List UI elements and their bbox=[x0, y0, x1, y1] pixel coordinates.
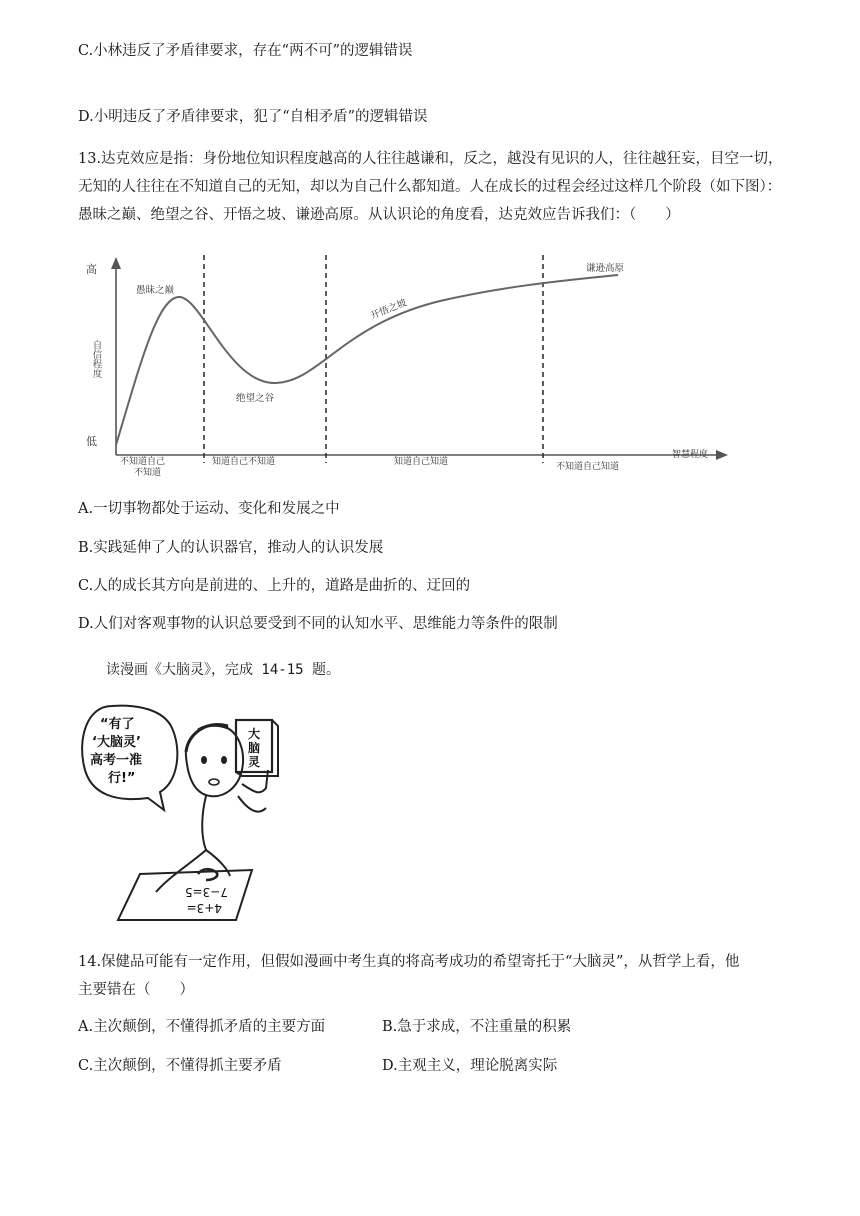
q13-stem: 13.达克效应是指：身份地位知识程度越高的人往往越谦和，反之，越没有见识的人，往往越狂妄，目空一切，无知的人往往在不知道自己的无知，却以为自己什么都知道。人在成长的过程会经过这样几个阶段（如下图）：愚昧之巅、绝望之谷、开悟之坡、谦逊高原。从认识论的角度看，达克效应告诉我们：（ ） bbox=[78, 151, 783, 223]
paper-line-2: 7−3=5 bbox=[184, 885, 228, 899]
eye-icon bbox=[221, 756, 227, 764]
stage-label-3: 知道自己知道 bbox=[394, 457, 449, 467]
x-axis-arrow bbox=[716, 450, 728, 460]
q14-option-c: C.主次颠倒，不懂得抓主要矛盾 bbox=[78, 1058, 282, 1074]
q14-stem-line2: 主要错在（ ） bbox=[78, 982, 194, 998]
q13-option-d: D.人们对客观事物的认识总要受到不同的认知水平、思维能力等条件的限制 bbox=[78, 616, 558, 632]
y-axis-label: 自信程度 bbox=[90, 340, 102, 378]
valley-annotation: 绝望之谷 bbox=[236, 393, 275, 404]
q14-option-b: B.急于求成，不注重量的积累 bbox=[382, 1019, 572, 1035]
stage-label-2: 知道自己不知道 bbox=[212, 457, 276, 467]
q14-option-a: A.主次颠倒，不懂得抓矛盾的主要方面 bbox=[78, 1019, 326, 1035]
book-label-3: 灵 bbox=[248, 755, 261, 769]
y-axis-high-label: 高 bbox=[86, 263, 97, 276]
dunning-kruger-chart bbox=[80, 245, 740, 485]
q12-option-c: C.小林违反了矛盾律要求，存在“两不可”的逻辑错误 bbox=[78, 43, 413, 59]
stage-label-1a: 不知道自己 bbox=[120, 457, 166, 467]
stage-label-4: 不知道自己知道 bbox=[556, 462, 620, 472]
speech-text-3: 高考一准 bbox=[90, 753, 143, 768]
peak-annotation: 愚昧之巅 bbox=[136, 285, 175, 296]
body-shape bbox=[202, 796, 266, 850]
y-axis-low-label: 低 bbox=[86, 435, 97, 448]
q13-option-a: A.一切事物都处于运动、变化和发展之中 bbox=[78, 501, 340, 517]
q14-stem-line1: 14.保健品可能有一定作用，但假如漫画中考生真的将高考成功的希望寄托于“大脑灵”，从哲学上看，他 bbox=[78, 954, 740, 970]
speech-text-2: ‘大脑灵’ bbox=[92, 735, 141, 750]
q14-option-d: D.主观主义，理论脱离实际 bbox=[382, 1058, 558, 1074]
eye-icon bbox=[201, 756, 207, 764]
plateau-annotation: 谦逊高原 bbox=[586, 263, 625, 274]
slope-annotation: 开悟之坡 bbox=[369, 297, 409, 322]
y-axis-arrow bbox=[111, 257, 121, 269]
q13-option-b: B.实践延伸了人的认识器官，推动人的认识发展 bbox=[78, 540, 384, 556]
x-axis-label: 智慧程度 bbox=[672, 450, 709, 460]
speech-text-4: 行!” bbox=[108, 771, 136, 786]
q12-option-d: D.小明违反了矛盾律要求，犯了“自相矛盾”的逻辑错误 bbox=[78, 109, 428, 125]
stage-label-1b: 不知道 bbox=[134, 468, 162, 478]
speech-text-1: “有了 bbox=[100, 717, 135, 732]
cartoon-image bbox=[78, 700, 338, 930]
q13-option-c: C.人的成长其方向是前进的、上升的，道路是曲折的、迂回的 bbox=[78, 578, 471, 594]
book-label-2: 脑 bbox=[248, 741, 261, 755]
book-label-1: 大 bbox=[248, 727, 261, 741]
mouth-icon bbox=[209, 779, 219, 785]
paper-line-1: 4+3= bbox=[186, 901, 222, 915]
intro-14-15: 读漫画《大脑灵》，完成 14-15 题。 bbox=[106, 662, 341, 678]
